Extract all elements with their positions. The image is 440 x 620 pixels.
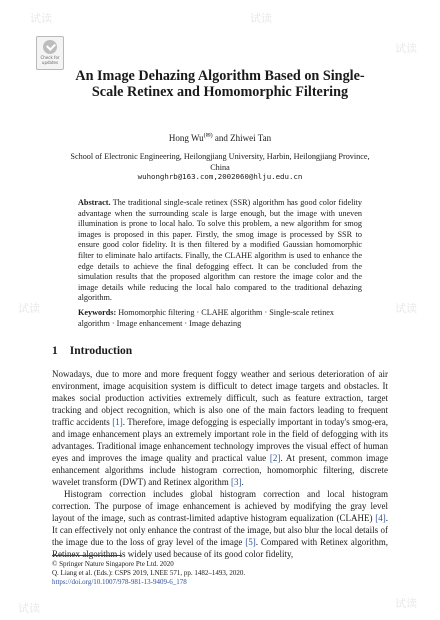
- abstract-label: Abstract.: [78, 198, 111, 207]
- watermark-text: 试读: [395, 42, 417, 55]
- body-text: [52, 368, 388, 560]
- paragraph-text: . Compared with Retinex algorithm, Retinex algorithm is widely used because of its good color fidelity,: [52, 537, 388, 559]
- section-heading: [52, 345, 144, 357]
- keywords-text: Homomorphic filtering · CLAHE algorithm · Single-scale retinex algorithm · Image enhancement · Image dehazing: [78, 308, 335, 328]
- author-conjunction: and: [214, 133, 228, 143]
- affiliation: School of Electronic Engineering, Heilongjiang University, Harbin, Heilongjiang Province, China: [70, 152, 370, 172]
- paper-title: An Image Dehazing Algorithm Based on Single-Scale Retinex and Homomorphic Filtering: [75, 68, 365, 100]
- paragraph-text: . Therefore, image defogging is especially important in today's smog-era, and image enhancement plays an extremely important role in the field of defogging with its advantages. Traditional image enhancement technology improves the visual effect of human eyes and improves the image quality and practical value: [52, 417, 388, 463]
- paragraph-text: . It can effectively not only enhance the contrast of the image, but also blur the local details of the image due to the loss of gray level of the image: [52, 513, 388, 547]
- citation-line: Q. Liang et al. (Eds.): CSPS 2019, LNEE 571, pp. 1482–1493, 2020.: [52, 569, 246, 577]
- keywords: [78, 308, 362, 329]
- abstract-text: The traditional single-scale retinex (SSR) algorithm has good color fidelity advantage when the surrounding scale is large enough, but the image with uneven illumination is prone to local halo. To solve this problem, a new algorithm for smog images is proposed in this paper. Firstly, the smog image is processed by SSR to ensure good color fidelity. It is then filtered by a modified Gaussian homomorphic filter to eliminate halo artifacts. Finally, the CLAHE algorithm is used to enhance the edge details to achieve the final defogging effect. It can be concluded from the simulation results that the proposed algorithm can restore the image color and the image details while reducing the local halo compared to the traditional dehazing algorithm.: [78, 198, 362, 303]
- paragraph-text: Histogram correction includes global histogram correction and local histogram correction. The purpose of image enhancement is achieved by modifying the gray level layout of the image, such as contrast-limited adaptive histogram equalization (CLAHE): [52, 489, 388, 523]
- watermark-text: 试读: [30, 12, 52, 25]
- corresponding-author-mark: (✉): [203, 133, 213, 139]
- author-line: [0, 132, 440, 143]
- paragraph-text: Nowadays, due to more and more frequent foggy weather and serious deterioration of air environment, image acquisition system is difficult to detect image targets and obstacles. It makes social production activities extremely difficult, such as feature extraction, target tracking and object recognition, which is also one of the main factors leading to frequent traffic accidents: [52, 369, 388, 427]
- author-name: Hong Wu: [168, 133, 204, 143]
- watermark-text: 试读: [18, 602, 40, 615]
- watermark-text: 试读: [395, 597, 417, 610]
- paragraph: [52, 488, 388, 560]
- author-name: Zhiwei Tan: [230, 133, 272, 143]
- keywords-label: Keywords:: [78, 308, 117, 317]
- watermark-text: 试读: [250, 12, 272, 25]
- watermark-text: 试读: [18, 302, 40, 315]
- citation-link[interactable]: [3]: [230, 477, 242, 487]
- paragraph: [52, 368, 388, 488]
- citation-link[interactable]: [4]: [375, 513, 386, 523]
- citation-link[interactable]: [2]: [269, 453, 281, 463]
- doi-link[interactable]: https://doi.org/10.1007/978-981-13-9409-6_178: [52, 578, 187, 586]
- section-number: 1: [52, 345, 58, 357]
- paragraph-text: . At present, common image enhancement algorithms include histogram correction, homomorphic filtering, discrete wavelet transform (DWT) and Retinex algorithm: [52, 453, 388, 487]
- check-for-updates-badge[interactable]: [36, 36, 64, 70]
- paragraph-text: .: [241, 477, 244, 487]
- copyright-line: © Springer Nature Singapore Pte Ltd. 2020: [52, 560, 174, 568]
- badge-label: Check for updates: [40, 55, 60, 65]
- checkmark-icon: [43, 40, 57, 54]
- section-title: Introduction: [69, 345, 133, 357]
- citation-link[interactable]: [5]: [245, 537, 256, 547]
- footnote-divider: [52, 555, 122, 556]
- citation-link[interactable]: [1]: [112, 417, 123, 427]
- abstract: [78, 198, 362, 304]
- author-email[interactable]: wuhonghrb@163.com,2002060@hlju.edu.cn: [137, 172, 303, 181]
- watermark-text: 试读: [395, 302, 417, 315]
- footer: [52, 560, 245, 587]
